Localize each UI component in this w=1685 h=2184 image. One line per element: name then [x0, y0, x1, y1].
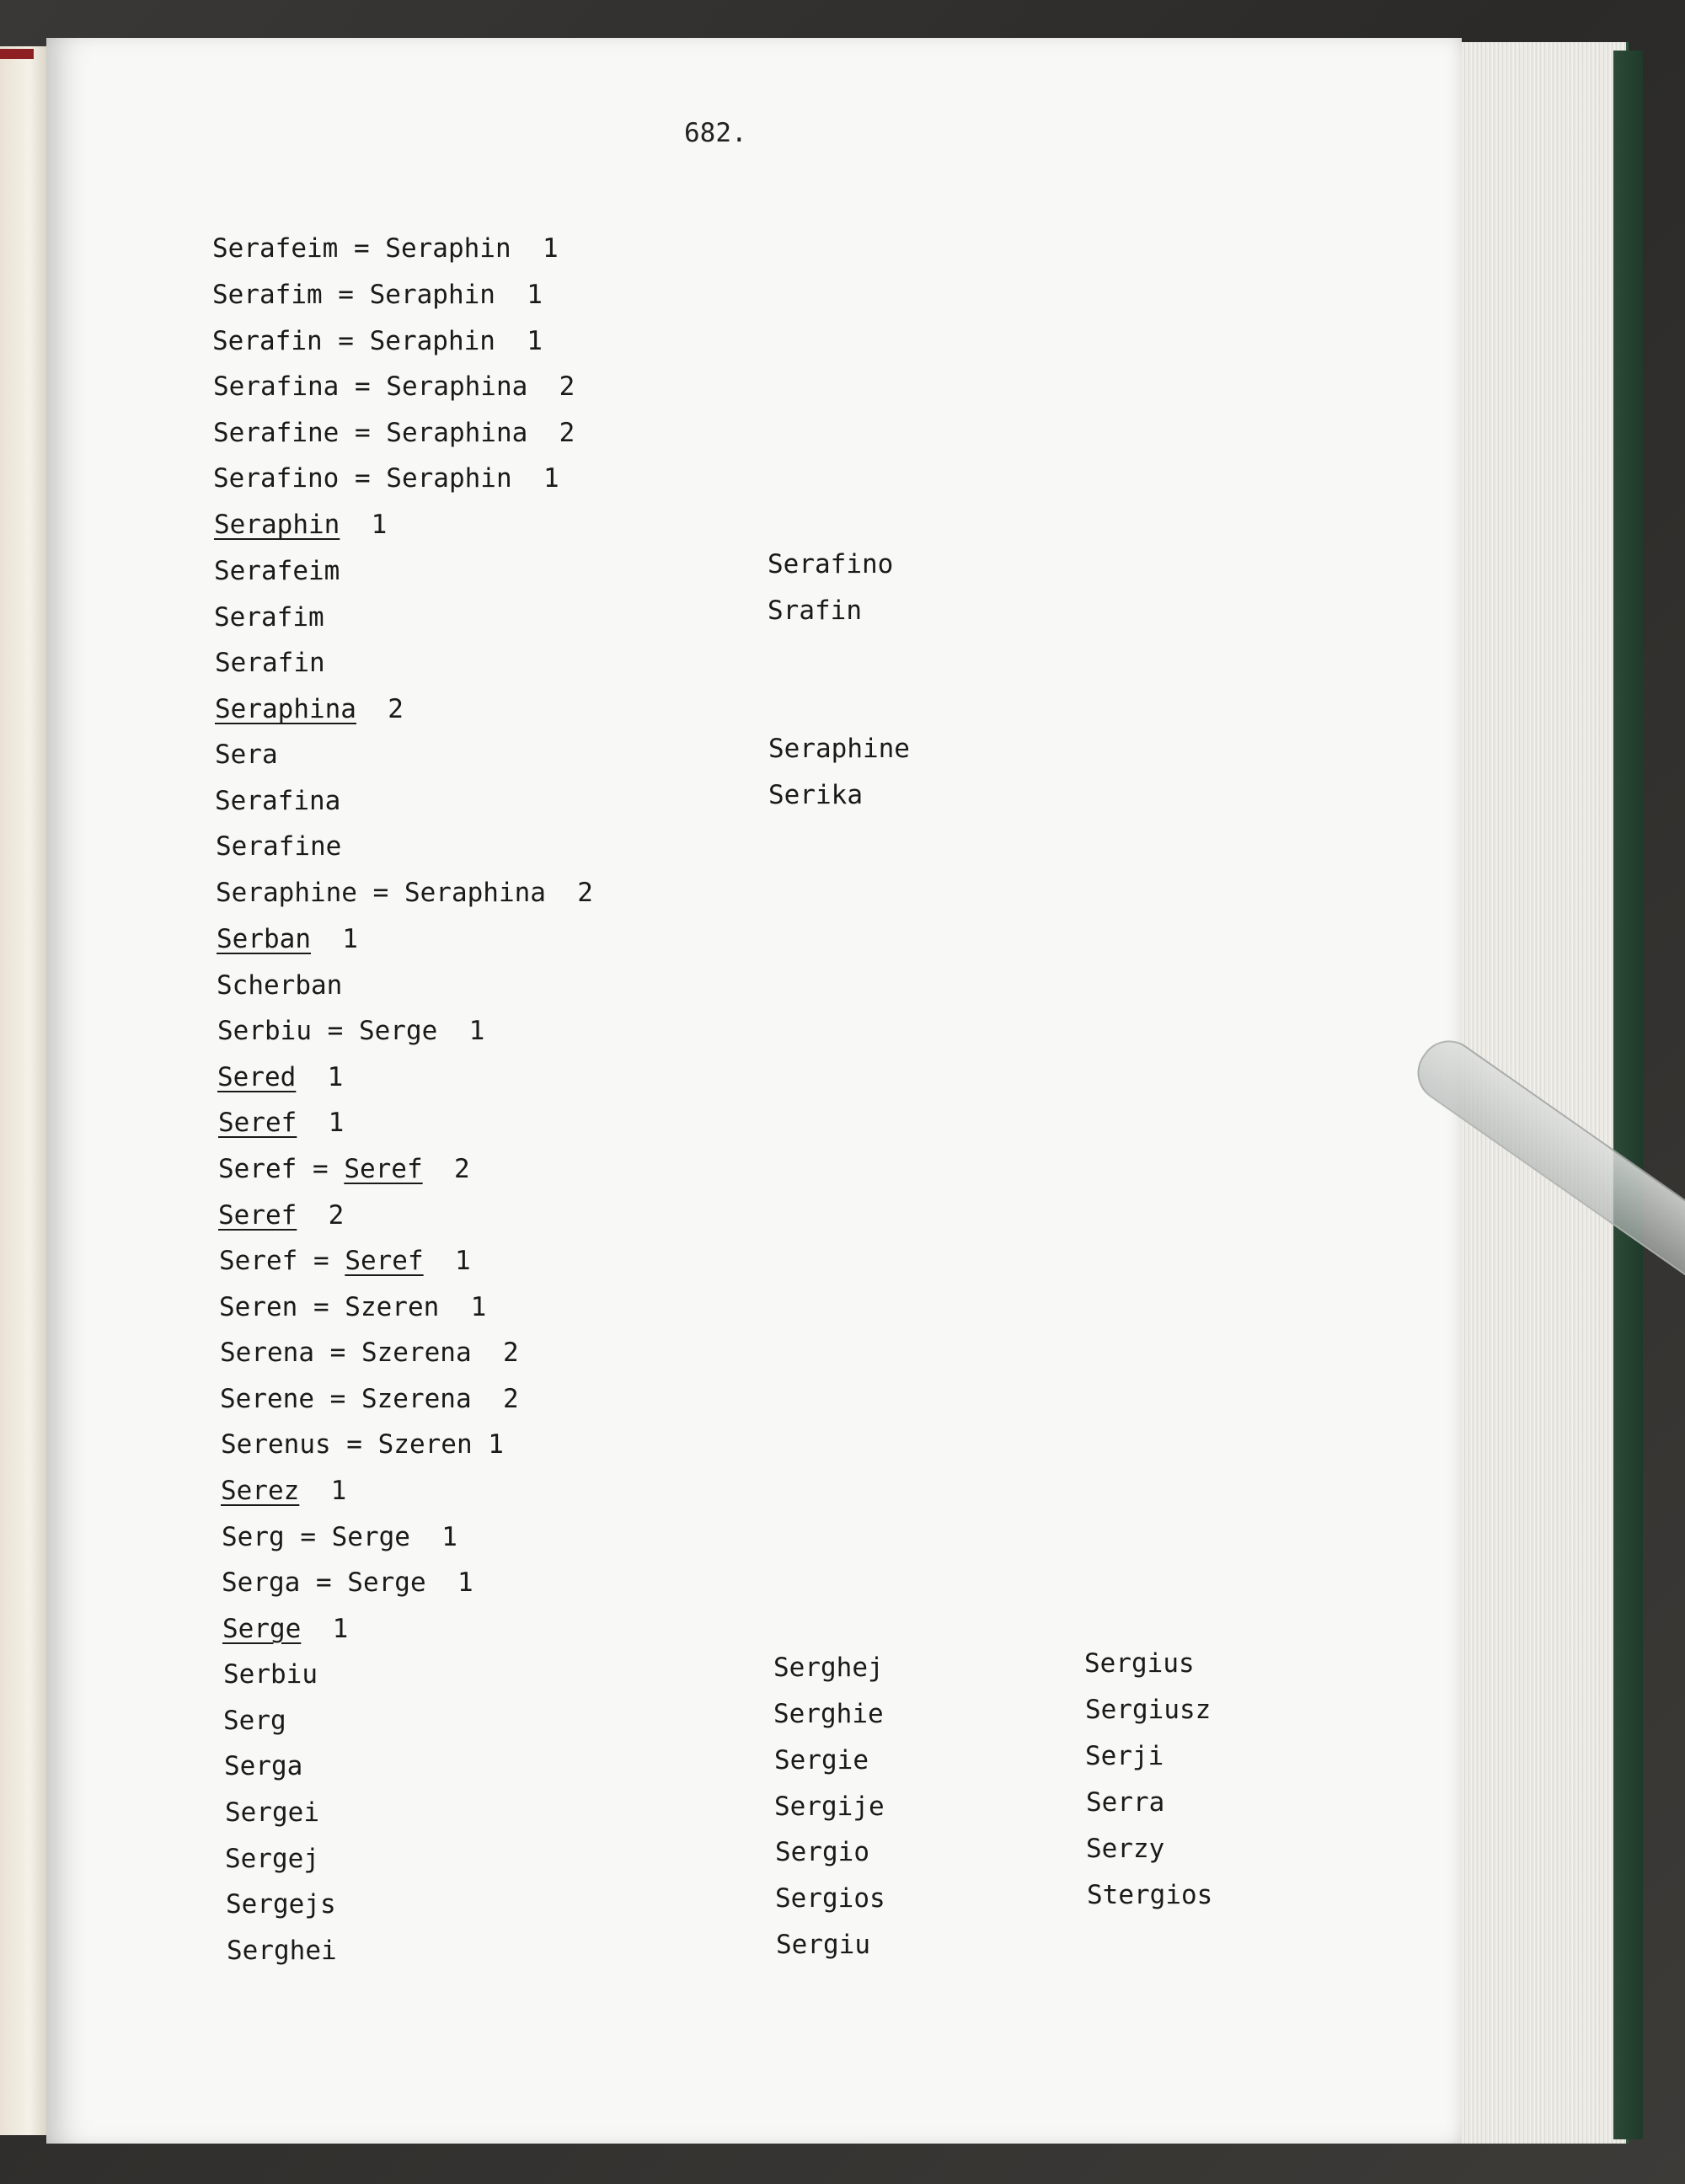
- name-entry: [213, 463, 559, 494]
- entry-text: Serbiu: [223, 1659, 318, 1690]
- name-entry: [217, 1062, 344, 1092]
- entry-text: 1: [340, 510, 388, 540]
- entry-text: Serji: [1085, 1741, 1164, 1771]
- name-entry: [215, 788, 340, 814]
- name-entry: [213, 371, 575, 402]
- name-entry: [768, 736, 910, 762]
- entry-text: Sergije: [774, 1792, 885, 1822]
- name-entry: [216, 831, 342, 862]
- name-entry: [217, 926, 358, 953]
- name-entry: [1087, 1882, 1212, 1909]
- entry-text: 1: [488, 1429, 504, 1460]
- entry-text: Serafina: [215, 786, 341, 816]
- name-entry: [219, 1292, 487, 1322]
- underlined-name: Serban: [217, 924, 311, 954]
- entry-text: Serafin: [215, 648, 325, 678]
- entry-text: Seref =: [218, 1154, 345, 1184]
- name-entry: [225, 1797, 319, 1828]
- book-cover-edge: [0, 49, 34, 59]
- entry-text: 2: [356, 694, 404, 724]
- entry-text: Sergie: [774, 1745, 869, 1776]
- name-entry: [1086, 1787, 1165, 1818]
- name-entry: [1085, 1697, 1211, 1723]
- name-entry: [221, 1429, 504, 1460]
- entry-text: 2: [297, 1200, 345, 1231]
- entry-text: Sergios: [775, 1883, 885, 1914]
- page-number: 682.: [684, 118, 747, 148]
- name-entry: [214, 512, 387, 538]
- name-entry: [216, 880, 593, 906]
- entry-text: Serene = Szerena: [220, 1384, 503, 1414]
- entry-text: Sergejs: [226, 1889, 336, 1920]
- entry-text: 1: [299, 1476, 347, 1506]
- name-entry: [219, 1248, 471, 1274]
- entry-text: 2: [559, 418, 575, 448]
- entry-text: Sergiusz: [1085, 1695, 1212, 1725]
- entry-text: Seraphine: [768, 734, 910, 764]
- entry-text: Serafine = Seraphina: [213, 418, 559, 448]
- name-entry: [215, 742, 278, 768]
- entry-text: Serbiu = Serge: [217, 1016, 469, 1046]
- underlined-name: Serge: [222, 1614, 302, 1644]
- name-entry: [214, 558, 340, 585]
- name-entry: [1086, 1836, 1164, 1862]
- name-entry: [775, 1883, 885, 1914]
- entry-text: 1: [297, 1108, 345, 1138]
- entry-text: Seren = Szeren: [219, 1292, 471, 1322]
- entry-text: 2: [422, 1154, 470, 1184]
- name-entry: [776, 1932, 870, 1958]
- entry-text: 1: [468, 1016, 485, 1046]
- entry-text: Serafina = Seraphina: [213, 371, 559, 402]
- name-entry: [212, 282, 543, 308]
- underlined-name: Seraphina: [215, 694, 356, 724]
- entry-text: 1: [457, 1567, 473, 1598]
- entry-text: 1: [296, 1062, 344, 1092]
- name-entry: [215, 650, 325, 676]
- entry-text: 2: [502, 1384, 519, 1414]
- entry-text: Serena = Szerena: [220, 1338, 503, 1368]
- entry-text: Sera: [215, 740, 278, 770]
- entry-text: Serghei: [227, 1936, 337, 1966]
- name-entry: [215, 694, 404, 724]
- entry-text: Serafim = Seraphin: [212, 280, 527, 310]
- name-entry: [226, 1889, 336, 1920]
- name-entry: [768, 595, 862, 626]
- entry-text: Sergej: [225, 1844, 319, 1874]
- entry-text: Serafeim: [214, 556, 340, 586]
- name-entry: [220, 1386, 519, 1412]
- entry-text: Sergio: [775, 1837, 869, 1867]
- underlined-name: Seraphin: [214, 510, 340, 540]
- name-entry: [774, 1794, 885, 1820]
- name-entry: [222, 1616, 348, 1642]
- underlined-name: Serez: [221, 1476, 300, 1506]
- name-entry: [1085, 1743, 1163, 1770]
- entry-text: Serga: [224, 1751, 303, 1781]
- entry-text: Serg = Serge: [222, 1522, 442, 1552]
- name-entry: [213, 420, 575, 446]
- entry-text: Serenus = Szeren: [221, 1429, 489, 1460]
- entry-text: Serafeim = Seraphin: [212, 233, 543, 264]
- entry-text: 2: [502, 1338, 519, 1368]
- name-entry: [218, 1200, 345, 1231]
- entry-text: Serafine: [216, 831, 342, 862]
- entry-text: 1: [423, 1246, 471, 1276]
- entry-text: Srafin: [768, 595, 862, 626]
- underlined-name: Seref: [218, 1108, 297, 1138]
- left-page-edge: [0, 46, 51, 2135]
- entry-text: 1: [441, 1522, 457, 1552]
- entry-text: Serafino = Seraphin: [213, 463, 543, 494]
- name-entry: [222, 1567, 473, 1598]
- entry-text: Sergius: [1084, 1648, 1195, 1679]
- name-entry: [217, 970, 343, 1001]
- entry-text: Serafim: [214, 602, 324, 633]
- name-entry: [224, 1751, 303, 1781]
- entry-text: Sergiu: [776, 1930, 870, 1960]
- name-entry: [217, 1018, 484, 1044]
- entry-text: Serafino: [768, 549, 894, 579]
- name-entry: [775, 1837, 869, 1867]
- name-entry: [223, 1659, 318, 1690]
- entry-text: Sergei: [225, 1797, 319, 1828]
- entry-text: 1: [542, 233, 559, 264]
- entry-text: Serg: [223, 1706, 286, 1736]
- name-entry: [773, 1655, 884, 1681]
- underlined-name: Seref: [345, 1246, 424, 1276]
- underlined-name: Seref: [344, 1154, 423, 1184]
- entry-text: 1: [470, 1292, 487, 1322]
- entry-text: Seref =: [219, 1246, 345, 1276]
- entry-text: Serghie: [773, 1699, 884, 1729]
- name-entry: [1084, 1648, 1195, 1679]
- entry-text: 1: [543, 463, 559, 494]
- name-entry: [774, 1745, 869, 1776]
- underlined-name: Seref: [218, 1200, 297, 1231]
- name-entry: [218, 1156, 470, 1183]
- entry-text: 1: [527, 280, 543, 310]
- name-entry: [221, 1478, 346, 1504]
- name-entry: [768, 782, 863, 809]
- name-entry: [218, 1110, 344, 1136]
- entry-text: Serafin = Seraphin: [212, 326, 527, 356]
- name-entry: [225, 1846, 319, 1872]
- name-entry: [212, 328, 543, 355]
- entry-text: Serga = Serge: [222, 1567, 457, 1598]
- entry-text: Serzy: [1086, 1834, 1165, 1864]
- name-entry: [212, 233, 559, 264]
- name-entry: [222, 1522, 457, 1552]
- name-entry: [773, 1701, 884, 1727]
- name-entry: [768, 549, 894, 579]
- entry-text: Serra: [1086, 1787, 1165, 1818]
- entry-text: Stergios: [1087, 1880, 1213, 1910]
- entry-text: 2: [559, 371, 575, 402]
- name-entry: [220, 1340, 519, 1366]
- name-entry: [223, 1708, 286, 1734]
- name-entry: [214, 602, 324, 633]
- name-entry: [227, 1938, 337, 1964]
- entry-text: 1: [310, 924, 358, 954]
- entry-text: Serghej: [773, 1653, 884, 1683]
- entry-text: Seraphine = Seraphina: [216, 878, 578, 908]
- entry-text: Scherban: [217, 970, 343, 1001]
- book-cover: [1613, 51, 1643, 2139]
- underlined-name: Sered: [217, 1062, 297, 1092]
- entry-text: Serika: [768, 780, 863, 810]
- entry-text: 1: [527, 326, 543, 356]
- entry-text: 2: [577, 878, 593, 908]
- entry-text: 1: [301, 1614, 349, 1644]
